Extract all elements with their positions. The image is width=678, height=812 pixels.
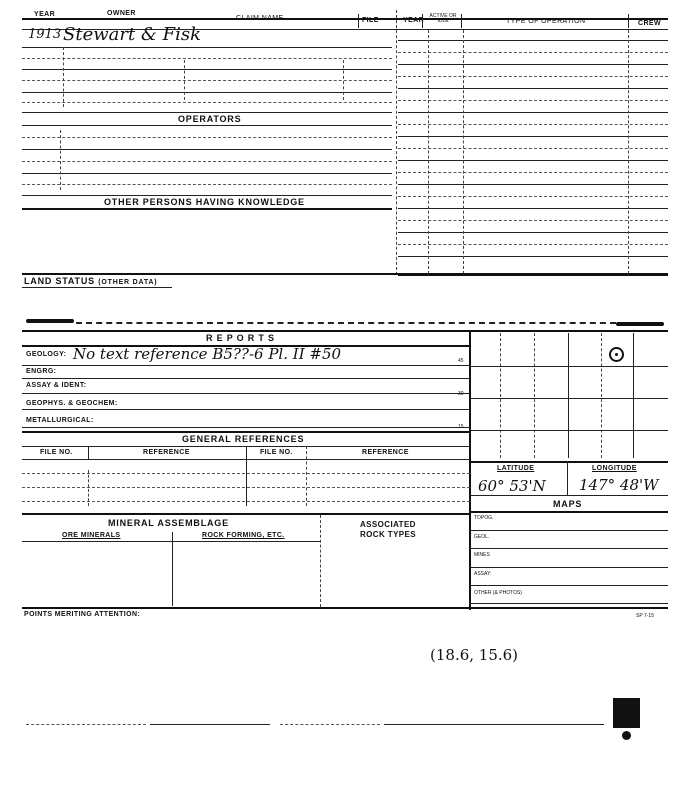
- side-mark-45: 45: [458, 358, 464, 364]
- maps-other: OTHER (& PHOTOS): [474, 590, 522, 596]
- header-owner: OWNER: [107, 10, 136, 17]
- header-year: YEAR: [34, 11, 56, 18]
- header-year-2: YEAR: [403, 17, 425, 24]
- header-claim-name: CLAIM NAME: [236, 15, 284, 22]
- land-status-heading: [24, 276, 157, 286]
- header-active-idle: ACTIVE OR IDLE: [429, 13, 457, 24]
- engrg-label: ENGRG:: [26, 368, 57, 375]
- genref-col-reference-1: REFERENCE: [143, 449, 190, 456]
- associated-label: ASSOCIATED: [360, 520, 416, 529]
- maps-heading: MAPS: [553, 499, 583, 509]
- maps-topog: TOPOG.: [474, 515, 494, 521]
- maps-mines: MINES: [474, 552, 490, 558]
- maps-assay: ASSAY:: [474, 571, 492, 577]
- rock-forming-label: ROCK FORMING, ETC.: [202, 532, 285, 539]
- form-number: SP 7-15: [636, 613, 654, 619]
- longitude-value: 147° 48'W: [579, 476, 659, 494]
- side-mark-15: 15: [458, 424, 464, 430]
- assay-label: ASSAY & IDENT:: [26, 382, 87, 389]
- geology-label: GEOLOGY:: [26, 351, 67, 358]
- section-separator-right: [616, 322, 664, 326]
- reports-heading: R E P O R T S: [206, 333, 275, 343]
- coordinates-note: (18.6, 15.6): [430, 646, 519, 664]
- header-file: FILE: [362, 17, 379, 24]
- metallurgical-label: METALLURGICAL:: [26, 417, 94, 424]
- header-crew: CREW: [638, 20, 661, 27]
- maps-geol: GEOL.: [474, 534, 490, 540]
- genref-col-file-no-2: FILE NO.: [260, 449, 293, 456]
- land-status-label: LAND STATUS: [24, 276, 95, 286]
- owner-entry-name: Stewart & Fisk: [63, 24, 202, 45]
- scan-registration-mark: [613, 698, 640, 728]
- side-mark-30: 30: [458, 391, 464, 397]
- operators-heading: OPERATORS: [178, 114, 242, 124]
- land-status-sublabel: (OTHER DATA): [98, 279, 158, 286]
- rock-types-label: ROCK TYPES: [360, 530, 417, 539]
- geology-value: No text reference B5??-6 Pl. II #50: [73, 345, 342, 363]
- owner-entry-year: 1913: [28, 27, 62, 42]
- genref-col-file-no-1: FILE NO.: [40, 449, 73, 456]
- scan-registration-dot: [622, 731, 631, 740]
- geophys-label: GEOPHYS. & GEOCHEM:: [26, 400, 118, 407]
- general-references-heading: GENERAL REFERENCES: [182, 434, 305, 444]
- location-circle-mark: [609, 347, 624, 362]
- latitude-value: 60° 53'N: [478, 477, 546, 495]
- header-type-of-operation: TYPE OF OPERATION: [506, 18, 586, 25]
- other-persons-heading: OTHER PERSONS HAVING KNOWLEDGE: [104, 197, 305, 207]
- mineral-assemblage-heading: MINERAL ASSEMBLAGE: [108, 518, 229, 528]
- section-separator: [26, 319, 74, 323]
- ore-minerals-label: ORE MINERALS: [62, 532, 121, 539]
- genref-col-reference-2: REFERENCE: [362, 449, 409, 456]
- points-meriting-attention: POINTS MERITING ATTENTION:: [24, 611, 141, 618]
- longitude-label: LONGITUDE: [592, 465, 637, 472]
- latitude-label: LATITUDE: [497, 465, 535, 472]
